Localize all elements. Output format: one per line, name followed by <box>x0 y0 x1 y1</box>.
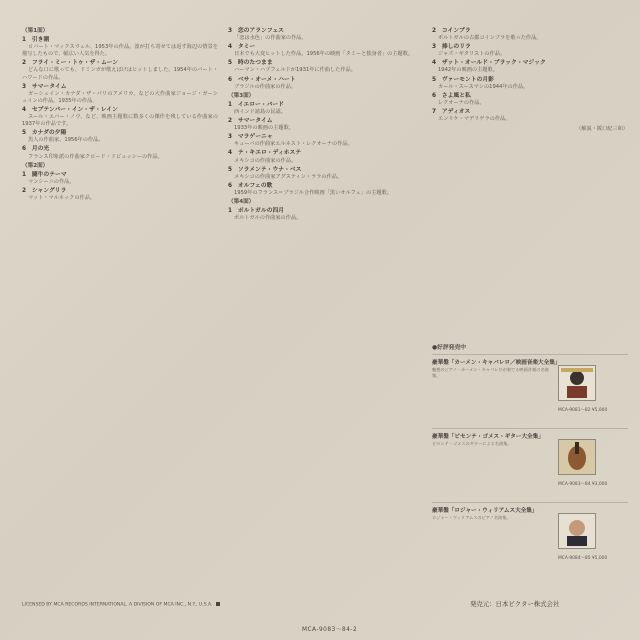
track-notes: ジャズ・ギタリストの作品。 <box>438 51 506 58</box>
recommend-item-catalog: MCA-9081〜82 ¥5,000 <box>558 408 608 413</box>
track-title: 3 マラゲーニャ <box>228 134 273 141</box>
track-notes: ポルトガルの古都コインブラを歌った作品。 <box>438 35 542 42</box>
album-jacket-thumbnail <box>558 365 596 401</box>
album-jacket-thumbnail <box>558 439 596 475</box>
commentary-credit: （解説・阪口紀三和） <box>576 126 628 133</box>
side-label: （第2面） <box>22 162 49 169</box>
track-title: 2 サマータイム <box>228 118 273 125</box>
recommend-item-desc: ビセンテ・ゴメスのギターによる名演集。 <box>432 441 512 446</box>
recommend-item-catalog: MCA-9084〜85 ¥5,000 <box>558 556 608 561</box>
recommend-heading: ●好評発売中 <box>432 345 467 351</box>
catalog-number: MCA-9083〜84-2 <box>302 627 358 633</box>
track-notes: キューバの作曲家エルネスト・レクオーナの作品。 <box>234 141 353 148</box>
license-notice <box>22 602 222 608</box>
track-title: 1 引き潮 <box>22 37 50 44</box>
publisher: 発売元：日本ビクター株式会社 <box>470 600 560 608</box>
recommend-item <box>432 354 628 427</box>
track-notes: フランス印象派の作曲家クロード・ドビュッシーの作品。 <box>28 153 163 160</box>
track-title: 2 シャングリラ <box>22 187 67 194</box>
square-bullet-icon <box>216 602 220 606</box>
track-title: 2 フライ・ミー・トゥ・ザ・ムーン <box>22 60 119 67</box>
jacket-art-icon <box>559 514 595 548</box>
track-notes: レクオーナの作品。 <box>438 99 485 106</box>
track-title: 3 捧しのリラ <box>432 44 471 51</box>
liner-notes-column-2 <box>228 26 424 222</box>
recommended-records <box>432 342 628 586</box>
track-title: 6 オルフェの歌 <box>228 182 273 189</box>
track-title: 4 テ・キエロ・ディホステ <box>228 150 302 157</box>
recommend-item-desc: 魅惑のピアノ・カーメン・キャバレロが奏でる映画音楽の名曲集。 <box>432 367 549 378</box>
recommend-item-catalog: MCA-9083〜84 ¥3,000 <box>558 482 608 487</box>
track-notes: 日本でも大変ヒットした作品。1956年の映画「タミーと独身者」の主題歌。 <box>234 51 414 58</box>
track-title: 5 ソラメンテ・ウナ・ベス <box>228 166 302 173</box>
track-notes: スール・エバー・ノウ、など、映画主題歌に数多くの傑作を残している作曲家の1937年の作品です。 <box>22 114 218 128</box>
recommend-item-title: 豪華盤「ビセンテ・ゴメス・ギター大全集」 <box>432 434 544 440</box>
jacket-art-icon <box>559 366 595 400</box>
track-title: 6 さよ風と私 <box>432 92 471 99</box>
track-title: 5 ヴァーモントの月影 <box>432 76 494 83</box>
track-notes: どんな口に歌っても、ドミンガが歌えばけはヒットしました。1954年のバート・ハワードの作品。 <box>22 67 218 81</box>
track-title: 3 恋のアランフェス <box>228 28 284 34</box>
side-label: （第4面） <box>228 198 255 205</box>
track-title: 6 ベサ・オーメ・ハート <box>228 76 296 83</box>
track-title: 2 コインブラ <box>432 28 471 34</box>
side-label: （第3面） <box>228 92 255 99</box>
liner-notes-column-3 <box>432 26 628 133</box>
track-title: 1 イエロー・バード <box>228 101 284 108</box>
track-notes: ポルトガルの作曲家の作品。 <box>234 215 302 222</box>
recommend-item-desc: ロジャー・ウィリアムスのピアノ名演集。 <box>432 515 511 520</box>
track-title: 6 月の光 <box>22 146 50 153</box>
track-notes: ハーマン・ハプフェルドが1931年に作曲した作品。 <box>234 67 356 74</box>
track-notes: 1933年の映画の主題歌。 <box>234 125 294 132</box>
track-title: 1 闘牛のテーマ <box>22 171 67 178</box>
track-notes: 1959年のフランス＝ブラジル合作映画「黒いオルフェ」の主題歌。 <box>234 189 392 196</box>
track-notes: マット・マルネックの作品。 <box>28 194 96 201</box>
track-title: 4 ザット・オールド・ブラック・マジック <box>432 60 546 67</box>
license-text: LICENSED BY MCA RECORDS INTERNATIONAL. A DIVISION OF MCA INC., N.Y., U.S.A. <box>22 602 213 608</box>
track-title: 5 カナダの夕陽 <box>22 130 67 137</box>
track-notes: 西インド諸島の民謡。 <box>234 108 286 115</box>
track-notes: エンリケ・マデリゲラの作品。 <box>438 116 511 123</box>
track-notes: ブラジルの作曲家の作品。 <box>234 83 297 90</box>
track-title: 4 タミー <box>228 44 256 51</box>
track-notes: メキシコの作曲家の作品。 <box>234 157 297 164</box>
jacket-art-icon <box>559 440 595 474</box>
recommend-item-title: 豪華盤「カーメン・キャバレロ／映画音楽大全集」 <box>432 360 561 366</box>
recommend-item-title: 豪華盤「ロジャー・ウィリアムス大全集」 <box>432 508 538 514</box>
track-notes: 1942年の映画の主題歌。 <box>438 67 498 74</box>
album-jacket-thumbnail <box>558 513 596 549</box>
side-label: （第1面） <box>22 28 49 34</box>
track-title: 5 時のたつまま <box>228 60 273 67</box>
track-notes: マンシーニの作品。 <box>28 178 75 185</box>
track-title: 3 サマータイム <box>22 83 67 90</box>
track-notes: ガーシュイン・カナダ・ザ・パリのアメリカ、などの大作曲家ジョージ・ガーシュインの作品。1935年の作品。 <box>22 90 218 104</box>
track-title: 7 アディオス <box>432 108 471 115</box>
recommend-item <box>432 502 628 575</box>
track-notes: 黒人の作曲家、1956年の作品。 <box>28 137 104 144</box>
track-notes: カール・スースマンの1944年の作品。 <box>438 83 529 90</box>
track-title: 4 セプテンバー・イン・ザ・レイン <box>22 106 118 113</box>
recommend-item <box>432 428 628 501</box>
liner-notes-column-1 <box>22 26 218 202</box>
track-notes: ロバート・マックスウェル、1953年の作品。波が打ち寄せては返す海辺の情景を描写したもので、幅広い人気を得た。 <box>22 44 218 58</box>
track-notes: メキシコの作曲家アグスティン・ララの作品。 <box>234 173 343 180</box>
track-title: 1 ポルトガルの四月 <box>228 208 285 215</box>
track-notes: 「恋は水色」の作曲家の作品。 <box>234 35 307 42</box>
